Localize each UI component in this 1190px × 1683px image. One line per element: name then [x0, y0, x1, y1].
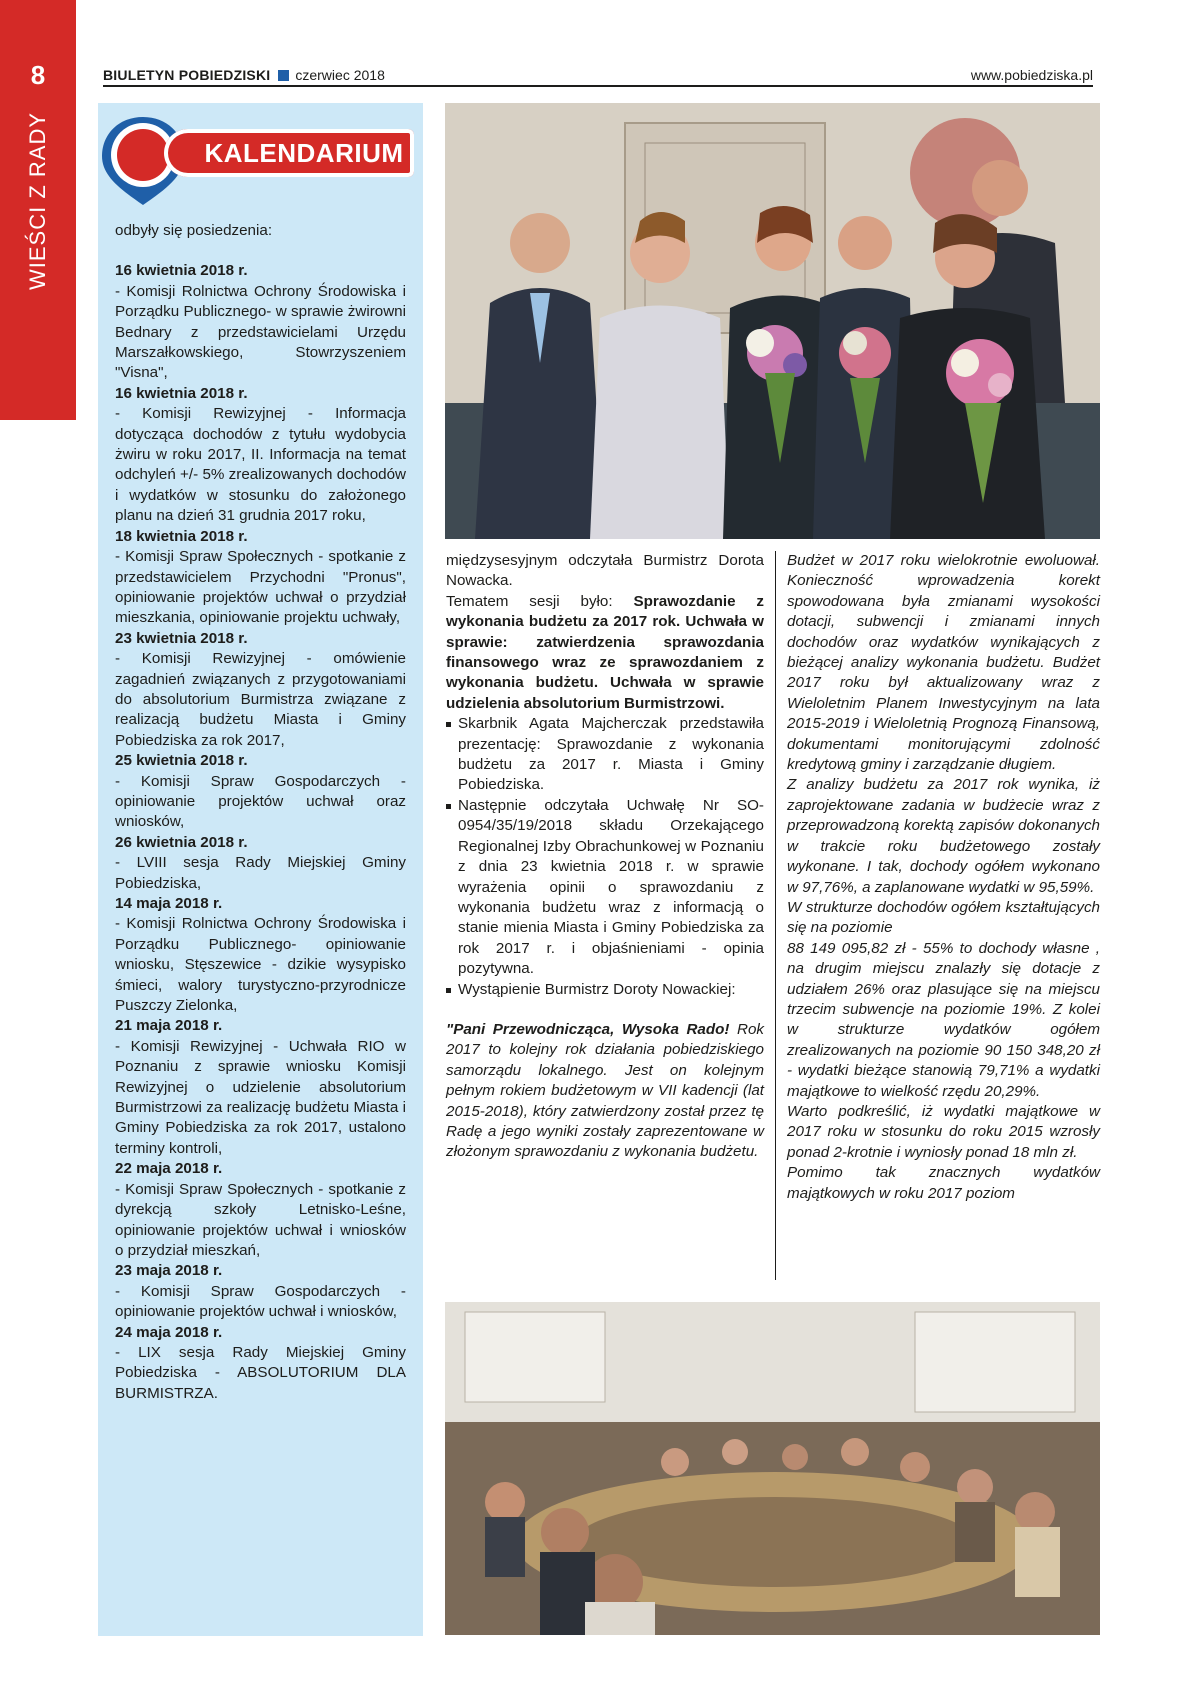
kalendarium-entry-text: - LIX sesja Rady Miejskiej Gminy Pobiedziska - ABSOLUTORIUM DLA BURMISTRZA. — [115, 1343, 406, 1402]
quote-text: Rok 2017 to kolejny rok działania pobiedziskiego samorządu lokalnego. Jest on kolejnym pełnym rokiem budżetowym w VII kadencji (lat 2015-2018), który zatwierdzony został przez tę Radę a jego wyniki zostały zaprezentowane w złożonym sprawozdaniu z wykonania budżetu. — [446, 1020, 764, 1161]
kalendarium-entry-text: - Komisji Rewizyjnej - omówienie zagadnień związanych z przygotowaniami do absolutorium Burmistrza związane z realizacją budżetu Miasta i Gminy Pobiedziska za rok 2017, — [115, 650, 406, 749]
header-square-icon — [278, 70, 289, 81]
section-label-text: WIEŚCI Z RADY — [25, 111, 50, 290]
kalendarium-entry-text: - Komisji Spraw Społecznych - spotkanie z przedstawicielem Przychodni "Pronus", opiniowanie projektów uchwał o przydział mieszkania, opiniowanie projektu uchwały, — [115, 548, 406, 627]
kalendarium-badge — [98, 119, 416, 209]
session-photo-illustration — [445, 1302, 1100, 1635]
article-quote — [446, 1020, 764, 1163]
kalendarium-sidebar — [98, 103, 423, 1636]
article-bullet: Następnie odczytała Uchwałę Nr SO-0954/35/19/2018 składu Orzekającego Regionalnej Izby Obrachunkowej w Poznaniu z dnia 23 kwietnia 2018 r. w sprawie wyrażenia opinii o sprawozdaniu z wykonania budżetu wraz z informacją o stanie mienia Miasta i Gminy Pobiedziska za rok 2017 r. i objaśnieniami - opinia pozytywna. — [446, 796, 764, 980]
kalendarium-entry-text: - Komisji Spraw Gospodarczych - opiniowanie projektów uchwał i wniosków, — [115, 1282, 406, 1321]
article-paragraph: Budżet w 2017 roku wielokrotnie ewoluował. Konieczność wprowadzenia korekt spowodowana była zmianami wysokości dotacji, subwencji i zmianami innych dochodów oraz wydatków wynikających z bieżącej analizy wykonania budżetu. Budżet 2017 roku był aktualizowany wraz z Wieloletnim Planem Inwestycyjnym na lata 2015-2019 i Wieloletnią Prognozą Finansową, dokumentami monitorującymi zdolność kredytową gminy i zarządzanie długiem. — [787, 552, 1100, 774]
kalendarium-entries — [115, 261, 406, 1404]
kalendarium-entry-text: - Komisji Rolnictwa Ochrony Środowiska i Porządku Publicznego- w sprawie żwirowni Bednary z przedstawicielami Urzędu Marszałkowskiego, Stowrzyszeniem "Visna", — [115, 282, 406, 382]
group-photo-illustration — [445, 103, 1100, 539]
kalendarium-entry-date: 22 maja 2018 r. — [115, 1160, 223, 1178]
spacer — [446, 1000, 764, 1020]
page-header — [103, 67, 1093, 87]
kalendarium-entry-date: 18 kwietnia 2018 r. — [115, 527, 248, 545]
article-paragraph: Warto podkreślić, iż wydatki majątkowe w 2017 roku w stosunku do roku 2015 wzrosły ponad 2-krotnie i wyniosły ponad 18 mln zł. — [787, 1102, 1100, 1161]
header-rule — [103, 85, 1093, 87]
article-paragraph: międzysesyjnym odczytała Burmistrz Dorota Nowacka. — [446, 552, 764, 590]
kalendarium-entry-date: 21 maja 2018 r. — [115, 1017, 223, 1035]
kalendarium-entry-text: - Komisji Spraw Społecznych - spotkanie z dyrekcją szkoły Letnisko-Leśne, opiniowanie projektów uchwał i wniosków o przydział mieszkań, — [115, 1180, 406, 1259]
kalendarium-entry-text: - Komisji Spraw Gospodarczych - opiniowanie projektów uchwał oraz wniosków, — [115, 772, 406, 831]
header-date: czerwiec 2018 — [295, 67, 385, 83]
header-website[interactable]: www.pobiedziska.pl — [970, 67, 1093, 83]
kalendarium-entry-date: 14 maja 2018 r. — [115, 895, 223, 912]
kalendarium-entry-text: - Komisji Rewizyjnej - Uchwała RIO w Poznaniu z sprawie wniosku Komisji Rewizyjnej o udzielenie absolutorium Burmistrzowi za realizację budżetu Miasta i Gminy Pobiedziska za rok 2017, ustalono terminy kontroli, — [115, 1037, 406, 1157]
kalendarium-title-tab — [164, 129, 414, 177]
kalendarium-body — [115, 221, 406, 1404]
article-paragraph: Pomimo tak znacznych wydatków majątkowych w roku 2017 poziom — [787, 1164, 1100, 1202]
kalendarium-intro: odbyły się posiedzenia: — [115, 222, 273, 239]
article-paragraph — [446, 592, 764, 714]
article-paragraph: Z analizy budżetu za 2017 rok wynika, iż zaprojektowane zadania w budżecie wraz z przeprowadzoną korektą zapisów dokonanych w trakcie roku budżetowego zostały wykonane. I tak, dochody ogółem wykonano w 97,76%, a zaplanowane wydatki w 95,59%. — [787, 776, 1100, 896]
column-divider — [775, 551, 776, 1280]
kalendarium-entry-date: 24 maja 2018 r. — [115, 1323, 223, 1341]
kalendarium-entry-date: 25 kwietnia 2018 r. — [115, 752, 248, 770]
photo-group-with-flowers — [445, 103, 1100, 539]
kalendarium-entry-text: - Komisji Rolnictwa Ochrony Środowiska i Porządku Publicznego- opiniowanie wniosku, Stęszewice - dzikie wysypisko śmieci, walory turystyczno-przyrodnicze Puszczy Zielonka, — [115, 915, 406, 1015]
kalendarium-title: KALENDARIUM — [204, 138, 404, 168]
section-label — [18, 100, 58, 290]
article-bold-topic: Sprawozdanie z wykonania budżetu za 2017 rok. Uchwała w sprawie: zatwierdzenia sprawozdania finansowego wraz ze sprawozdaniem z wykonania budżetu. Uchwała w sprawie udzielenia absolutorium Burmistrzowi. — [446, 592, 765, 712]
quote-opening: "Pani Przewodnicząca, Wysoka Rado! — [446, 1020, 730, 1038]
kalendarium-entry-text: - LVIII sesja Rady Miejskiej Gminy Pobiedziska, — [115, 854, 406, 892]
article-column-middle — [446, 551, 764, 1163]
photo-council-session — [445, 1302, 1100, 1635]
article-paragraph: 88 149 095,82 zł - 55% to dochody własne , na drugim miejscu znalazły się dotacje z udziałem 26% oraz plasujące się na miejscu trzecim subwencje na poziomie 19%. Z kolei w strukturze wydatków ogółem zrealizowanych na poziomie 90 150 348,20 zł - wydatki bieżące stanowią 79,71% a wydatki majątkowe to wielkość rzędu 20,29%. — [787, 939, 1100, 1100]
kalendarium-entry-date: 23 maja 2018 r. — [115, 1262, 223, 1280]
kalendarium-entry-date: 16 kwietnia 2018 r. — [115, 262, 248, 280]
page-number: 8 — [30, 60, 46, 90]
article-bullet: Skarbnik Agata Majcherczak przedstawiła prezentację: Sprawozdanie z wykonania budżetu za 2017 r. Miasta i Gminy Pobiedziska. — [446, 714, 764, 796]
kalendarium-entry-date: 26 kwietnia 2018 r. — [115, 833, 248, 851]
kalendarium-entry-text: - Komisji Rewizyjnej - Informacja dotycząca dochodów z tytułu wydobycia żwiru w roku 2017, II. Informacja na temat odchyleń +/- 5% zrealizowanych dochodów i wydatków w stosunku do założonego planu na dzień 31 grudnia 2017 roku, — [115, 405, 406, 525]
kalendarium-entry-date: 16 kwietnia 2018 r. — [115, 384, 248, 402]
article-column-right — [787, 551, 1100, 1204]
header-brand: BIULETYN POBIEDZISKI — [103, 67, 271, 83]
article-bullet: Wystąpienie Burmistrz Doroty Nowackiej: — [446, 980, 764, 1000]
article-paragraph: W strukturze dochodów ogółem kształtujących się na poziomie — [787, 898, 1100, 937]
kalendarium-entry-date: 23 kwietnia 2018 r. — [115, 629, 248, 647]
article-lead: Tematem sesji było: — [446, 592, 634, 610]
